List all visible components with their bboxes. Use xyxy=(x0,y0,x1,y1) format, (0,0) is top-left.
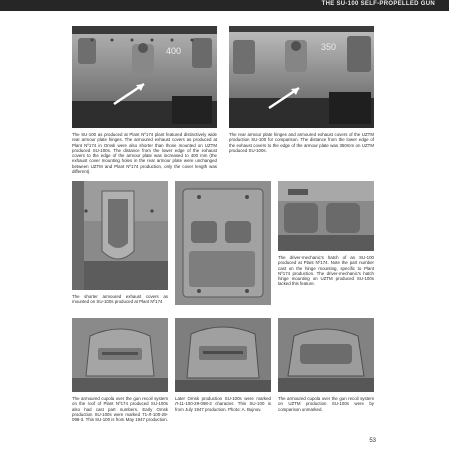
photo-recoil-cupola-later xyxy=(175,318,271,392)
caption-recoil-cupola-later: Later Omsk production SU-100s were marked Л-11-100-29-098-3 character. This SU-100 is from July 1947 production. Photo: A. Bujnov. xyxy=(175,396,271,412)
caption-recoil-cupola-uztm: The armoured cupola over the gun recoil system on UZTM production SU-100s were by comparison unmarked. xyxy=(278,396,374,412)
photo-short-exhaust-covers xyxy=(72,181,168,290)
running-header-title: THE SU-100 SELF-PROPELLED GUN xyxy=(321,1,435,7)
caption-short-exhaust-covers: The shorter armoured exhaust covers as mounted on SU-100s produced at Plant Nº174 xyxy=(72,294,168,305)
caption-rear-hinges-plant-174: The SU-100 as produced at Plant Nº174 plant featured distinctively wide rear armour plate hinges. The armoured exhaust covers as produced at Plant Nº174 in Omsk were also shorter than those mounted on UZTM produced SU-100s. The distance from the lower edge of the exhaust covers to the edge of the armour plate was increased to 400 mm (the exhaust cover mounting holes in the rear armour plate were unchanged between UZTM and Plant Nº174 production, only the cover length was different). xyxy=(72,132,217,175)
photo-recoil-cupola-early xyxy=(72,318,168,392)
photo-rear-hinges-uztm xyxy=(229,26,374,128)
caption-rear-hinges-uztm: The rear armour plate hinges and armoured exhaust covers of the UZTM production SU-100 for comparison. The distance from the lower edge of the exhaust covers to the edge of the armour plate was 350mm on UZTM produced SU-100s. xyxy=(229,132,374,153)
running-header-bar xyxy=(0,0,449,11)
page-number: 53 xyxy=(369,438,376,444)
photo-driver-hatch-hinge xyxy=(278,181,374,251)
photo-driver-hatch-front xyxy=(175,181,271,305)
photo-rear-hinges-plant-174 xyxy=(72,26,217,128)
photo-recoil-cupola-uztm xyxy=(278,318,374,392)
photo-dimension-label: 400 xyxy=(166,46,182,56)
caption-driver-hatch: The driver-mechanic's hatch of an SU-100 produced at Plant Nº174. Note the part number cast on the hinge mounting, specific to Plant Nº174 production. The driver-mechanic's hatch hinge mounting on UZTM produced SU-100s lacked this feature. xyxy=(278,255,374,287)
caption-recoil-cupola-early: The armoured cupola over the gun recoil system on the roof of Plant Nº174 produced SU-100s also had cast part numbers. Early Omsk production SU-100s were marked 71-Л-100-29-098-3. This SU-100 is from May 1947 production. xyxy=(72,396,168,423)
photo-dimension-label: 350 xyxy=(321,42,337,52)
